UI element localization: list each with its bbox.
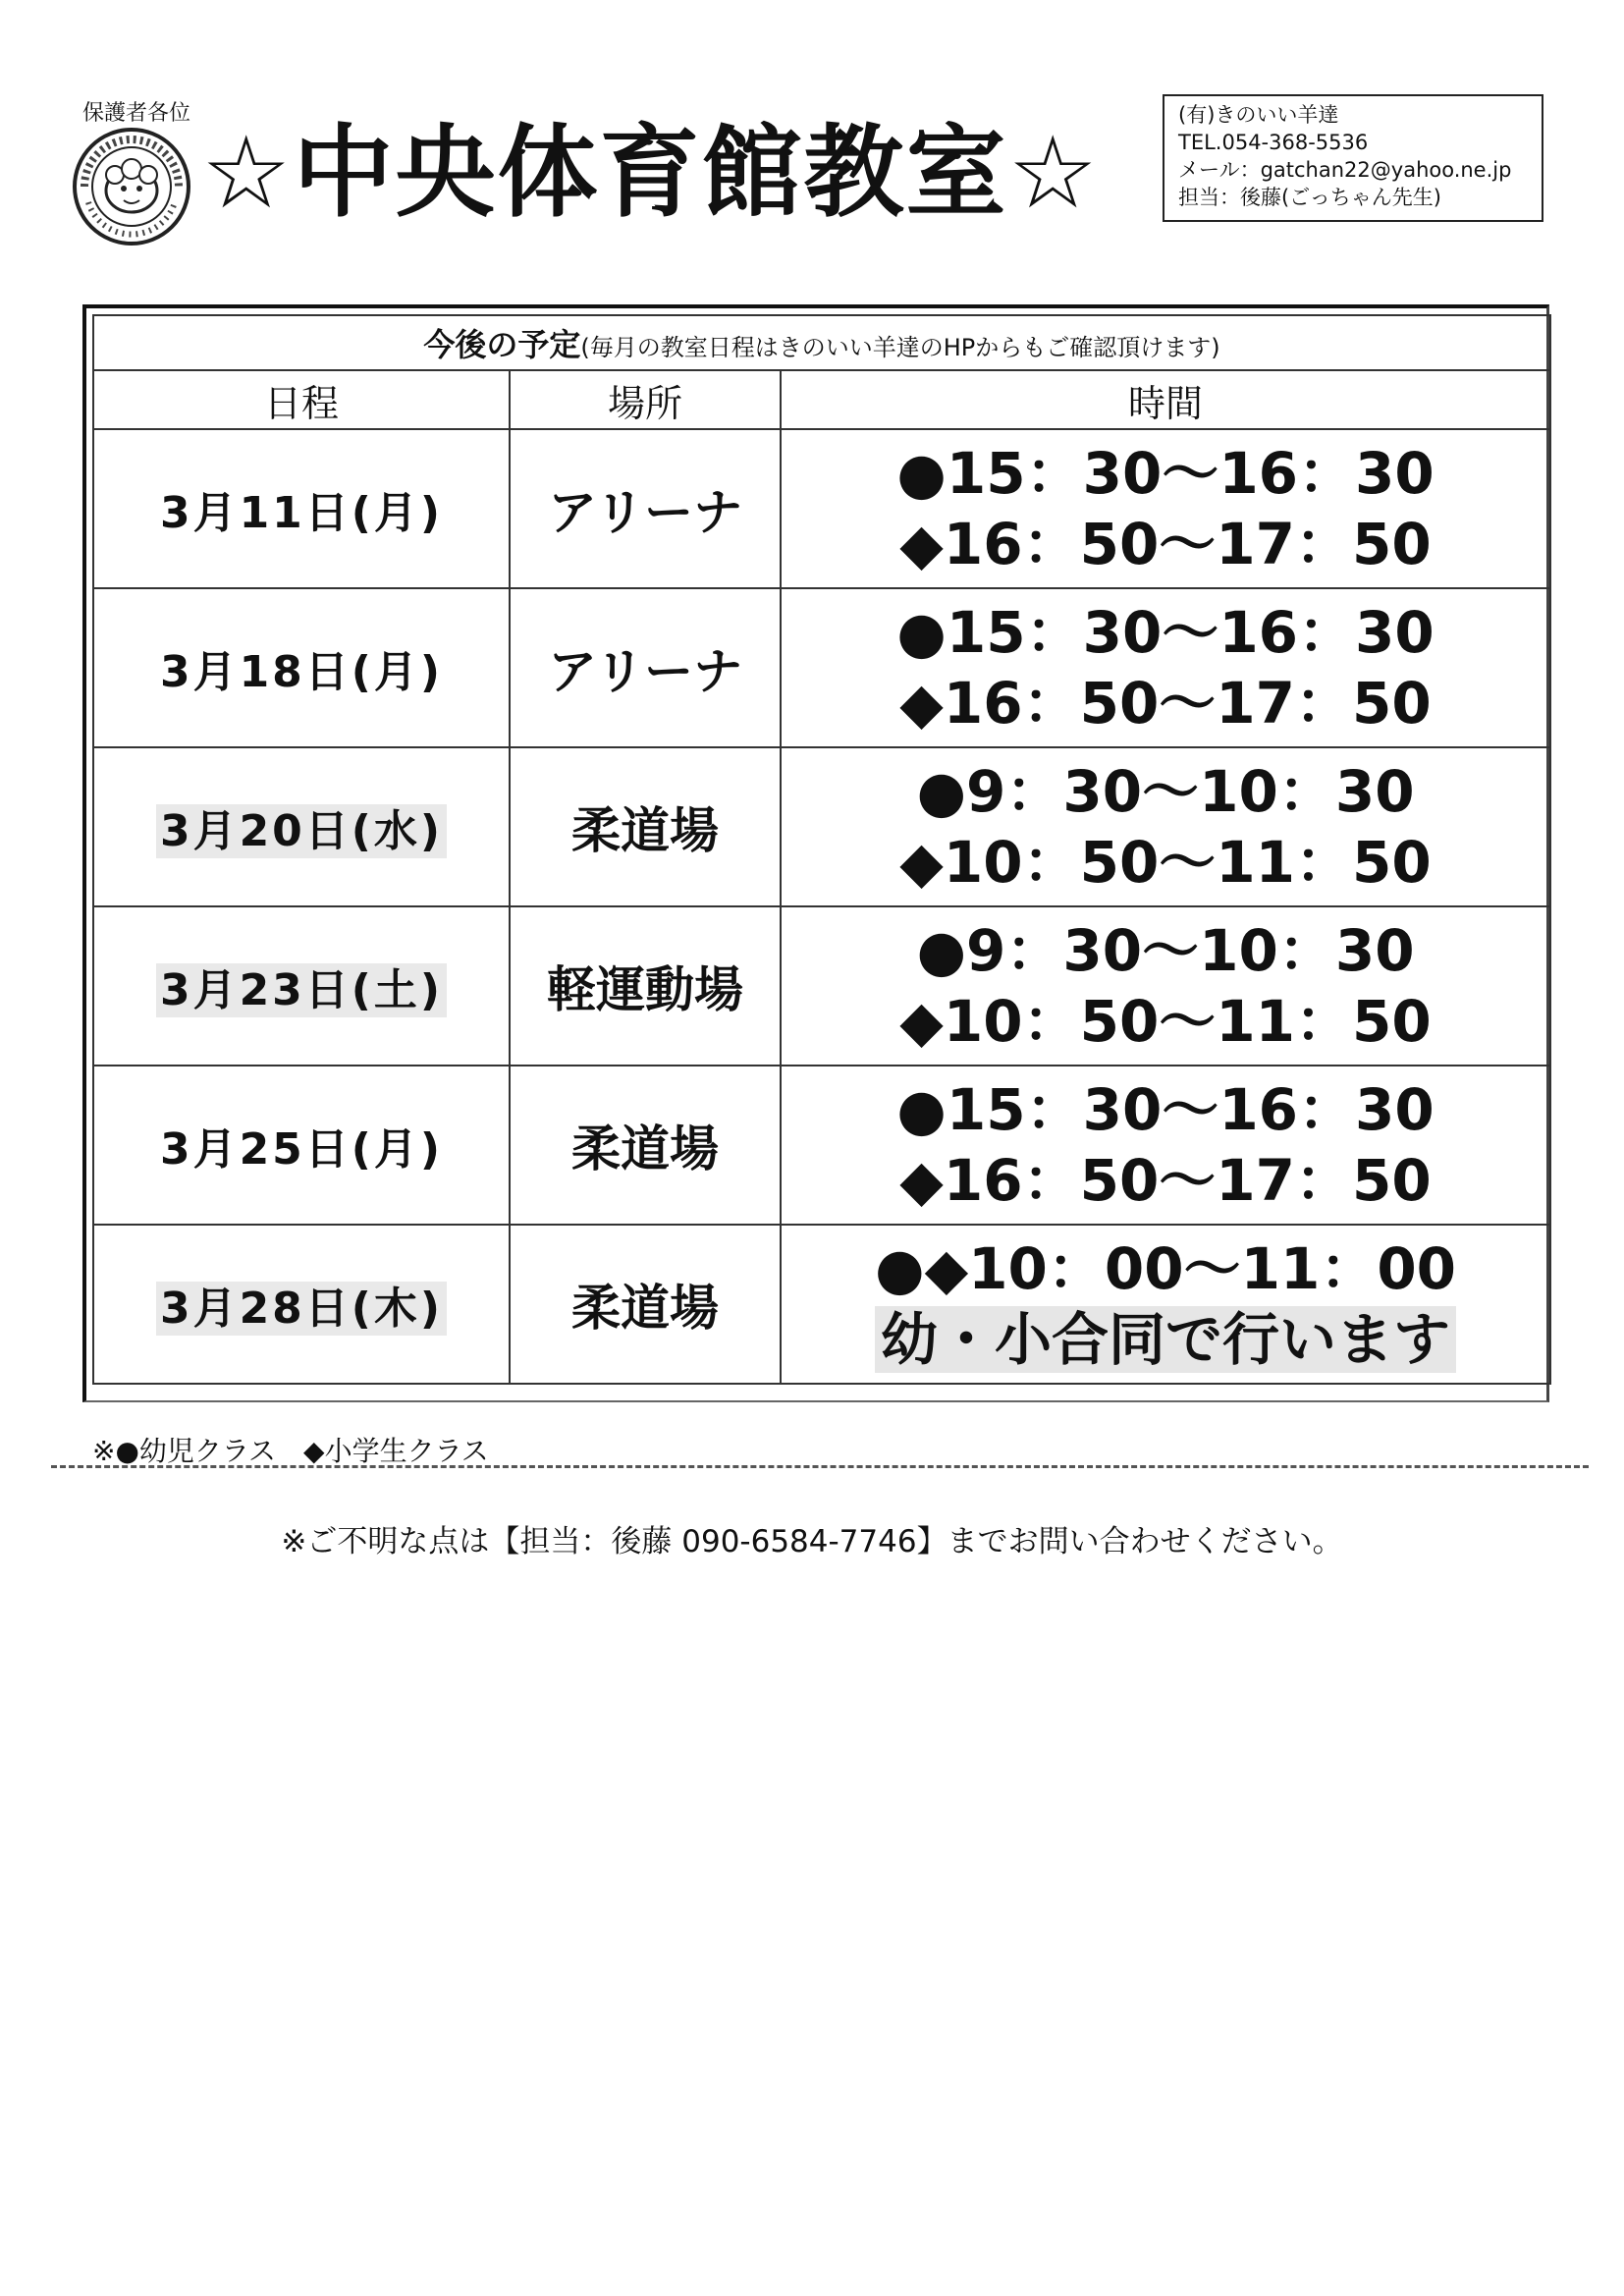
table-row [93,1066,1550,1225]
row-place: 柔道場 [510,1066,781,1225]
row-time [781,429,1550,588]
time-line-1: ●15：30～16：30 [896,599,1435,666]
header-time: 時間 [781,370,1550,429]
row-date [93,1225,510,1384]
row-time [781,747,1550,906]
row-time [781,588,1550,747]
row-date [93,747,510,906]
page-title: ☆中央体育館教室☆ [201,115,1100,232]
row-place: 柔道場 [510,1225,781,1384]
contact-box [1163,94,1543,222]
row-place: 柔道場 [510,747,781,906]
sheep-logo-icon [71,126,192,247]
inquiry-note: ※ご不明な点は【担当：後藤 090-6584-7746】までお問い合わせください。 [281,1524,1343,1559]
contact-tel: TEL.054-368-5536 [1178,131,1369,154]
row-place: アリーナ [510,429,781,588]
row-date [93,906,510,1066]
joint-class-note: 幼・小合同で行います [875,1306,1456,1373]
class-legend: ※●幼児クラス ◆小学生クラス [92,1435,489,1467]
schedule-caption [93,315,1550,370]
schedule-table [92,314,1551,1385]
row-time [781,1225,1550,1384]
table-row [93,906,1550,1066]
contact-mail: メール：gatchan22@yahoo.ne.jp [1178,158,1512,182]
addressee: 保護者各位 [82,101,191,126]
date-text: 3月20日(水) [156,804,447,858]
schedule-caption-row [93,315,1550,370]
row-time [781,1066,1550,1225]
row-place: アリーナ [510,588,781,747]
time-line-1: ●15：30～16：30 [896,440,1435,507]
table-row [93,747,1550,906]
time-line-2: ◆10：50～11：50 [899,829,1432,896]
header-place: 場所 [510,370,781,429]
time-line-2: ◆16：50～17：50 [899,1147,1432,1214]
schedule-header-row [93,370,1550,429]
schedule-caption-title: 今後の予定 [423,326,581,363]
table-row [93,429,1550,588]
dashed-divider [51,1465,1589,1468]
table-row [93,1225,1550,1384]
date-text: 3月18日(月) [159,647,444,697]
date-text: 3月25日(月) [159,1124,444,1175]
date-text: 3月28日(木) [156,1282,447,1336]
table-row [93,588,1550,747]
date-text: 3月11日(月) [159,488,444,538]
row-date [93,1066,510,1225]
time-line-1: ●15：30～16：30 [896,1076,1435,1143]
row-date [93,429,510,588]
time-line-2 [782,1304,1549,1375]
header-date: 日程 [93,370,510,429]
schedule-caption-note: (毎月の教室日程はきのいい羊達のHPからもご確認頂けます) [580,334,1220,361]
time-line-1: ●9：30～10：30 [916,758,1415,825]
time-line-2: ◆16：50～17：50 [899,670,1432,737]
time-line-2: ◆16：50～17：50 [899,511,1432,577]
row-time [781,906,1550,1066]
time-line-2: ◆10：50～11：50 [899,988,1432,1055]
contact-person: 担当：後藤(ごっちゃん先生) [1178,186,1441,209]
row-date [93,588,510,747]
row-place: 軽運動場 [510,906,781,1066]
date-text: 3月23日(土) [156,963,447,1017]
time-line-1: ●9：30～10：30 [916,917,1415,984]
time-line-1: ●◆10：00～11：00 [874,1235,1457,1302]
contact-company: (有)きのいい羊達 [1178,103,1339,127]
